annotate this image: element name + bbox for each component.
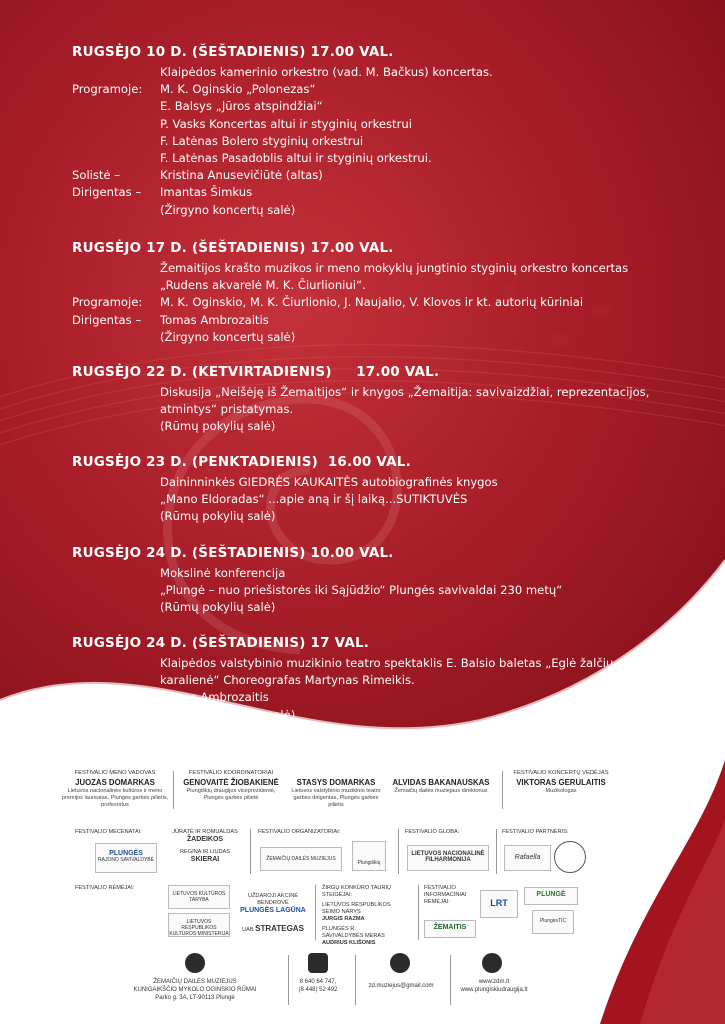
plunge-logo: PLUNGĖS RAJONO SAVIVALDYBĖ	[95, 843, 157, 873]
event-row: Programoje: M. K. Oginskio, M. K. Čiurlionio, J. Naujalio, V. Klovos ir kt. autorių kūriniai	[72, 295, 584, 310]
web-link[interactable]: www.plungiskiudraugija.lt	[460, 987, 528, 993]
mecenatai-people: JŪRATĖ IR ROMUALDAS ŽADEIKOS REGINA IR LIUDAS SKIERAI	[172, 829, 238, 863]
event-row: Klaipėdos kamerinio orkestro (vad. M. Bačkus) koncertas.	[160, 65, 493, 79]
zirgu-block: ŽIRGŲ KONKŪRO TAURIŲ STEIGĖJAI: LIETUVOS RESPUBLIKOS SEIMO NARYS JURGIS RAZMA PLUNGĖS R. SAVIVALDYBĖS MERAS AUDRIUS KLIŠONIS	[322, 885, 392, 946]
strategas-logo: UAB STRATEGAS	[242, 924, 304, 933]
event-date: RUGSĖJO 24 D. (ŠEŠTADIENIS) 10.00 VAL.	[72, 545, 394, 561]
event-row: P. Vasks Koncertas altui ir styginių orkestrui	[160, 116, 412, 131]
plungiskiu-logo: Plungiškių	[352, 841, 386, 871]
globa-label: FESTIVALIO GLOBA:	[405, 829, 460, 835]
event-row: Mokslinė konferencija	[160, 566, 286, 580]
remejai-label: FESTIVALIO RĖMĖJAI:	[75, 885, 135, 891]
event-row: (Žirgyno koncertų salė)	[160, 202, 296, 217]
event-row: Žemaitijos krašto muzikos ir meno mokyklų jungtinio styginių orkestro koncertas	[160, 261, 629, 275]
event-date: RUGSĖJO 17 D. (ŠEŠTADIENIS) 17.00 VAL.	[72, 240, 394, 256]
divider	[315, 885, 316, 940]
address-block: ŽEMAIČIŲ DAILĖS MUZIEJUS KUNIGAIKŠČIO MYKOLO OGINSKIO RŪMAI Parko g. 3A, LT-90113 Plungė	[133, 979, 257, 1001]
phone-icon	[308, 953, 328, 973]
location-icon	[185, 953, 205, 973]
event-date: RUGSĖJO 23 D. (PENKTADIENIS) 16.00 VAL.	[72, 454, 411, 470]
divider	[496, 829, 497, 874]
event-row: (Rūmų pokylių salė)	[160, 509, 276, 524]
globe-icon	[482, 953, 502, 973]
event-row: „Rudens akvarelė M. K. Čiurlioniui“.	[160, 278, 366, 293]
divider	[418, 885, 419, 940]
divider	[355, 955, 356, 1005]
event-row: E. Balsys „Jūros atspindžiai“	[160, 99, 323, 114]
mecenatai-label: FESTIVALIO MECENATAI:	[75, 829, 142, 835]
divider	[502, 771, 503, 809]
rafaella-logo: Rafaella	[504, 845, 551, 871]
lrt-logo: LRT	[480, 890, 518, 918]
credit-coordinator-2: STASYS DOMARKAS Lietuvos valstybinio muzikinio teatro garbės dirigentas, Plungės garbės pilietis	[291, 778, 381, 808]
partner-circle-icon	[554, 841, 586, 873]
email-link[interactable]: zd.muziejus@gmail.com	[368, 983, 434, 989]
event-2	[72, 240, 712, 346]
credit-coordinator-3: ALVIDAS BAKANAUSKAS Žemaičių dailės muziejaus direktorius	[392, 778, 490, 794]
laguna-logo: UŽDAROJI AKCINĖ BENDROVĖ PLUNGĖS LAGŪNA	[240, 893, 306, 914]
event-row: F. Latėnas Pasadoblis altui ir styginių orkestrui.	[160, 151, 432, 166]
event-date: RUGSĖJO 24 D. (ŠEŠTADIENIS) 17 VAL.	[72, 635, 370, 651]
ltk-logo: LIETUVOS KULTŪROS TARYBA	[168, 885, 230, 909]
plunges-tic-logo: PlungėsTIC	[532, 910, 574, 934]
lrkm-logo: LIETUVOS RESPUBLIKOS KULTŪROS MINISTERIJA	[168, 913, 230, 937]
filharmonija-logo: LIETUVOS NACIONALINĖ FILHARMONIJA	[407, 845, 489, 871]
event-row: atmintys“ pristatymas.	[160, 402, 294, 417]
event-row: Klaipėdos valstybinio muzikinio teatro spektaklis E. Balsio baletas „Eglė žalčių	[160, 656, 614, 670]
plunge-media-logo: PLUNGĖ	[524, 887, 578, 905]
zdm-logo: ŽEMAIČIŲ DAILĖS MUZIEJUS	[260, 847, 342, 871]
phone-block: 8 640 64 747, (8 448) 52 492	[298, 979, 338, 993]
event-row: Solistė – Kristina Anusevičiūtė (altas)	[72, 168, 323, 183]
event-3	[72, 364, 712, 436]
footer	[60, 765, 660, 1020]
event-row: karalienė“ Choreografas Martynas Rimeikis.	[160, 673, 415, 688]
event-date: RUGSĖJO 22 D. (KETVIRTADIENIS) 17.00 VAL.	[72, 364, 440, 380]
event-date: RUGSĖJO 10 D. (ŠEŠTADIENIS) 17.00 VAL.	[72, 44, 394, 60]
credit-art-director: FESTIVALIO MENO VADOVAS JUOZAS DOMARKAS Lietuvos nacionalinės kultūros ir meno premijos laureatas, Plungės garbės pilietis, profesorius	[61, 770, 169, 808]
event-row: (Žirgyno koncertų salė)	[160, 707, 296, 722]
event-row: (Rūmų pokylių salė)	[160, 419, 276, 434]
event-5	[72, 545, 712, 617]
email-icon	[390, 953, 410, 973]
organizatoriai-label: FESTIVALIO ORGANIZATORIAI:	[258, 829, 341, 835]
credit-host: FESTIVALIO KONCERTŲ VEDĖJAS VIKTORAS GERULAITIS Muzikologas	[513, 770, 609, 794]
info-label: FESTIVALIO INFORMACINIAI RĖMĖJAI:	[424, 885, 467, 905]
event-row: F. Latėnas Bolero styginių orkestrui	[160, 133, 364, 148]
event-row: Programoje: M. K. Oginskio „Polonezas“	[72, 82, 316, 97]
event-6	[72, 635, 712, 724]
event-row: „Plungė – nuo priešistorės iki Sąjūdžio“ Plungės savivaldai 230 metų“	[160, 583, 563, 598]
credit-coordinator-1: FESTIVALIO KOORDINATORIAI GENOVAITĖ ŽIOBAKIENĖ Plungiškių draugijos viceprezidentė, Plungės garbės pilietė	[183, 770, 279, 801]
event-row: Dirigentas – Tomas Ambrozaitis	[72, 312, 269, 327]
event-4	[72, 454, 712, 526]
divider	[173, 771, 174, 809]
divider	[250, 829, 251, 874]
zemaitis-logo: ŽEMAITIS	[424, 920, 476, 938]
event-row: Daininninkės GIEDRĖS KAUKAITĖS autobiografinės knygos	[160, 475, 498, 489]
event-1	[72, 44, 712, 219]
event-row: Dirigentas – Imantas Šimkus	[72, 185, 253, 200]
web-links	[450, 978, 538, 994]
event-row: (Žirgyno koncertų salė)	[160, 329, 296, 344]
event-row: (Rūmų pokylių salė)	[160, 600, 276, 615]
web-link[interactable]: www.zdm.lt	[478, 979, 510, 985]
event-row: Diskusija „Neišėję iš Žemaitijos“ ir knygos „Žemaitija: savivaizdžiai, reprezentacijos,	[160, 385, 650, 399]
divider	[398, 829, 399, 874]
event-row: „Mano Eldoradas“ ...apie aną ir šį laiką...SUTIKTUVĖS	[160, 492, 468, 507]
event-row: Dirigentas – Tomas Ambrozaitis	[72, 690, 269, 705]
partneriai-label: FESTIVALIO PARTNERIS:	[502, 829, 569, 835]
